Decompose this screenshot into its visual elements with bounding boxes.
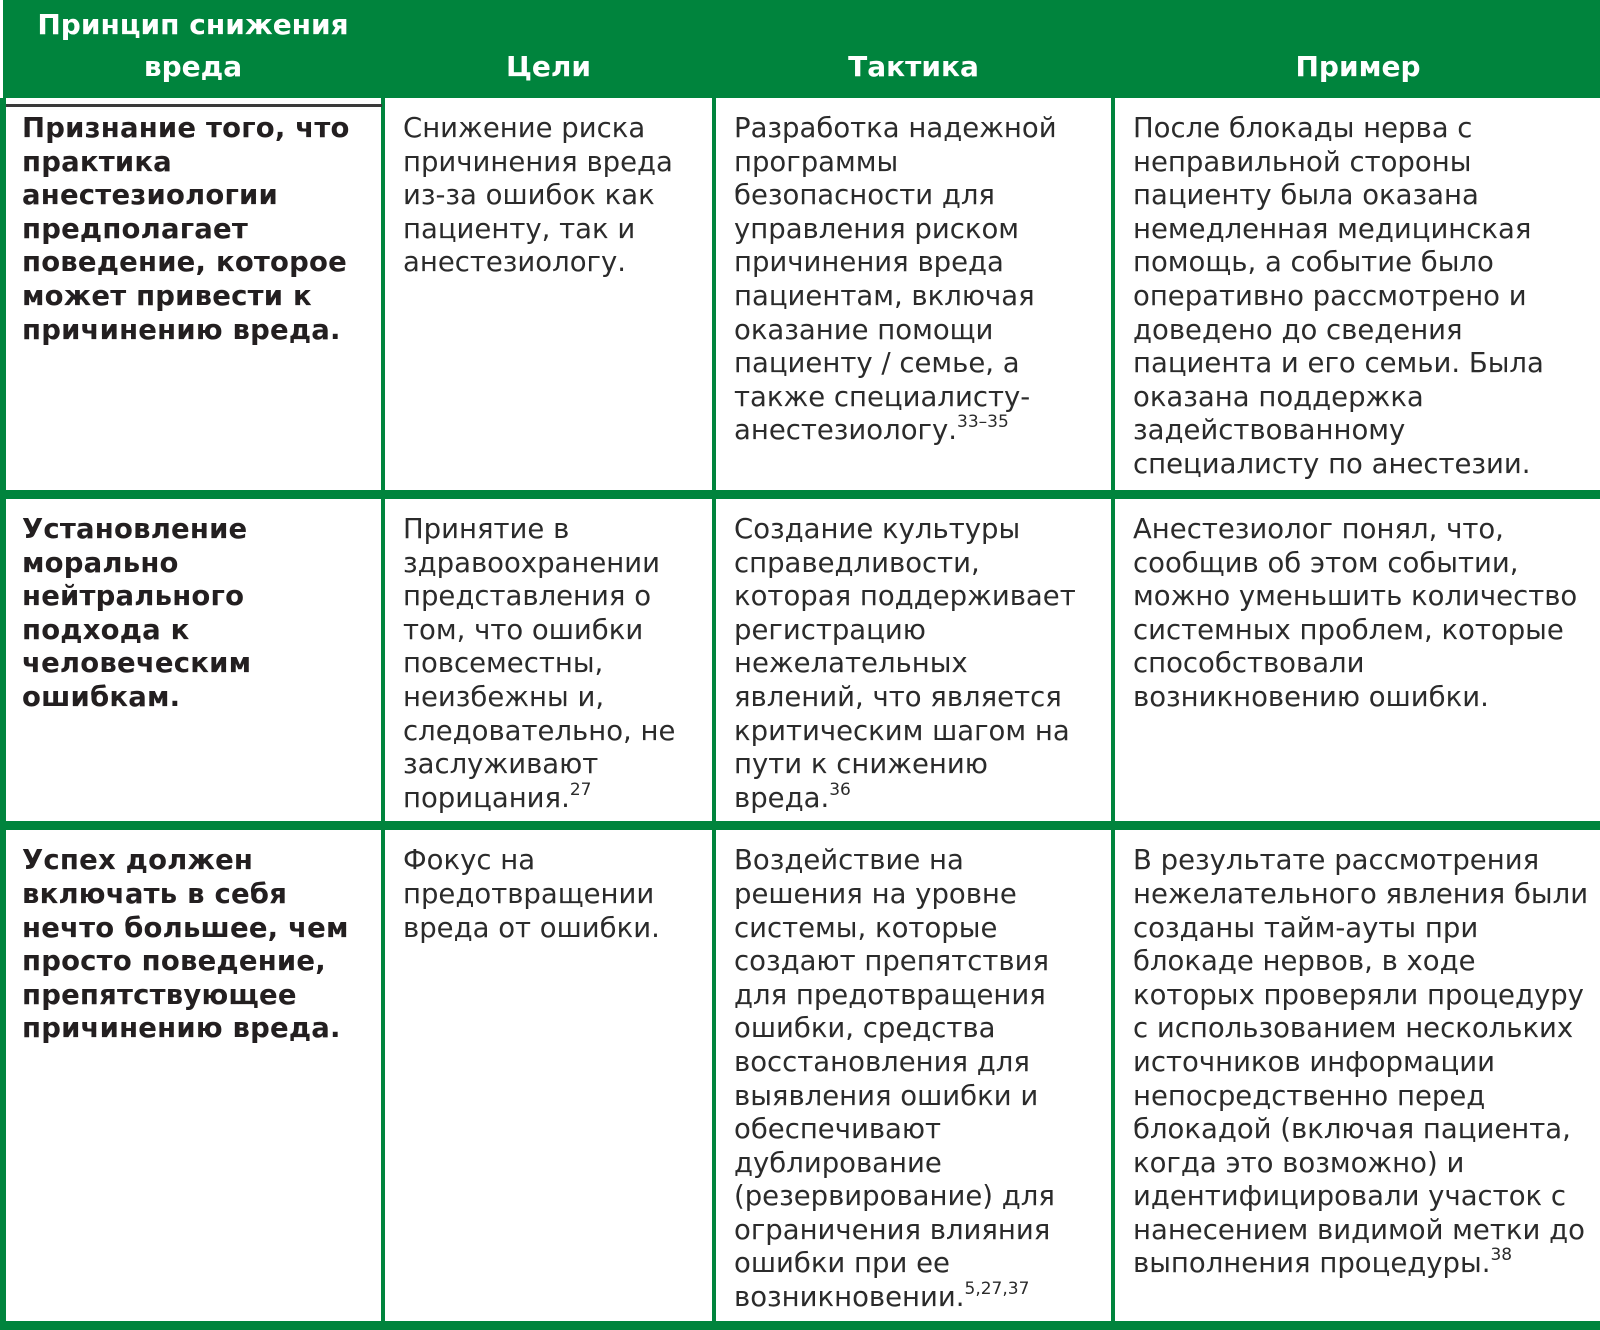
principle-cell (3, 495, 383, 826)
principle-cell (3, 826, 383, 1325)
header-principle: Принцип снижения вреда (3, 0, 383, 98)
tactic-cell (714, 98, 1113, 495)
principle-text: Признание того, что практика анестезиологии предполагает поведение, которое может привести к причинению вреда. (22, 112, 350, 346)
table-row (3, 826, 1600, 1325)
principle-cell (3, 98, 383, 495)
example-text: Анестезиолог понял, что, сообщив об этом событии, можно уменьшить количество системных проблем, которые способствовали возникновению ошибки. (1133, 513, 1578, 713)
example-reference: 38 (1490, 1245, 1513, 1266)
example-cell (1113, 826, 1600, 1325)
header-goals: Цели (383, 0, 714, 98)
goal-cell (383, 98, 714, 495)
tactic-cell (714, 495, 1113, 826)
header-tactics: Тактика (714, 0, 1113, 98)
example-text: После блокады нерва с неправильной стороны пациенту была оказана немедленная медицинская помощь, а событие было оперативно рассмотрено и доведено до сведения пациента и его семьи. Была оказана поддержка задействованному специалисту по анестезии. (1133, 112, 1544, 480)
principle-text: Успех должен включать в себя нечто большее, чем просто поведение, препятствующее причинению вреда. (22, 844, 349, 1045)
table-row (3, 98, 1600, 495)
example-cell (1113, 495, 1600, 826)
goal-cell (383, 495, 714, 826)
tactic-text: Разработка надежной программы безопасности для управления риском причинения вреда пациентам, включая оказание помощи пациенту / семье, а также специалисту-анестезиологу. (734, 112, 1057, 447)
tactic-cell (714, 826, 1113, 1325)
goal-reference: 27 (569, 779, 592, 800)
goal-text: Фокус на предотвращении вреда от ошибки. (403, 844, 660, 944)
tactic-text: Создание культуры справедливости, которая поддерживает регистрацию нежелательных явлений, что является критическим шагом на пути к снижению вреда. (734, 513, 1076, 814)
principle-text: Установление морально нейтрального подхода к человеческим ошибкам. (22, 513, 252, 713)
header-row (3, 0, 1600, 98)
tactic-reference: 5,27,37 (964, 1279, 1030, 1300)
goal-text: Снижение риска причинения вреда из-за ошибок как пациенту, так и анестезиологу. (403, 112, 673, 279)
goal-text: Принятие в здравоохранении представления о том, что ошибки повсеместны, неизбежны и, следовательно, не заслуживают порицания. (403, 513, 676, 814)
header-divider (6, 104, 382, 107)
goal-cell (383, 826, 714, 1325)
tactic-reference: 36 (829, 779, 851, 800)
table-row (3, 495, 1600, 826)
header-example: Пример (1113, 0, 1600, 98)
tactic-reference: 33–35 (957, 412, 1009, 433)
example-text: В результате рассмотрения нежелательного явления были созданы тайм-ауты при блокаде нервов, в ходе которых проверяли процедуру с использованием нескольких источников информации непосредственно перед блокадой (включая пациента, когда это возможно) и идентифицировали участок с нанесением видимой метки до выполнения процедуры. (1133, 844, 1589, 1280)
tactic-text: Воздействие на решения на уровне системы, которые создают препятствия для предотвращения ошибки, средства восстановления для выявления ошибки и обеспечивают дублирование (резервирование) для ограничения влияния ошибки при ее возникновении. (734, 844, 1055, 1314)
example-cell (1113, 98, 1600, 495)
